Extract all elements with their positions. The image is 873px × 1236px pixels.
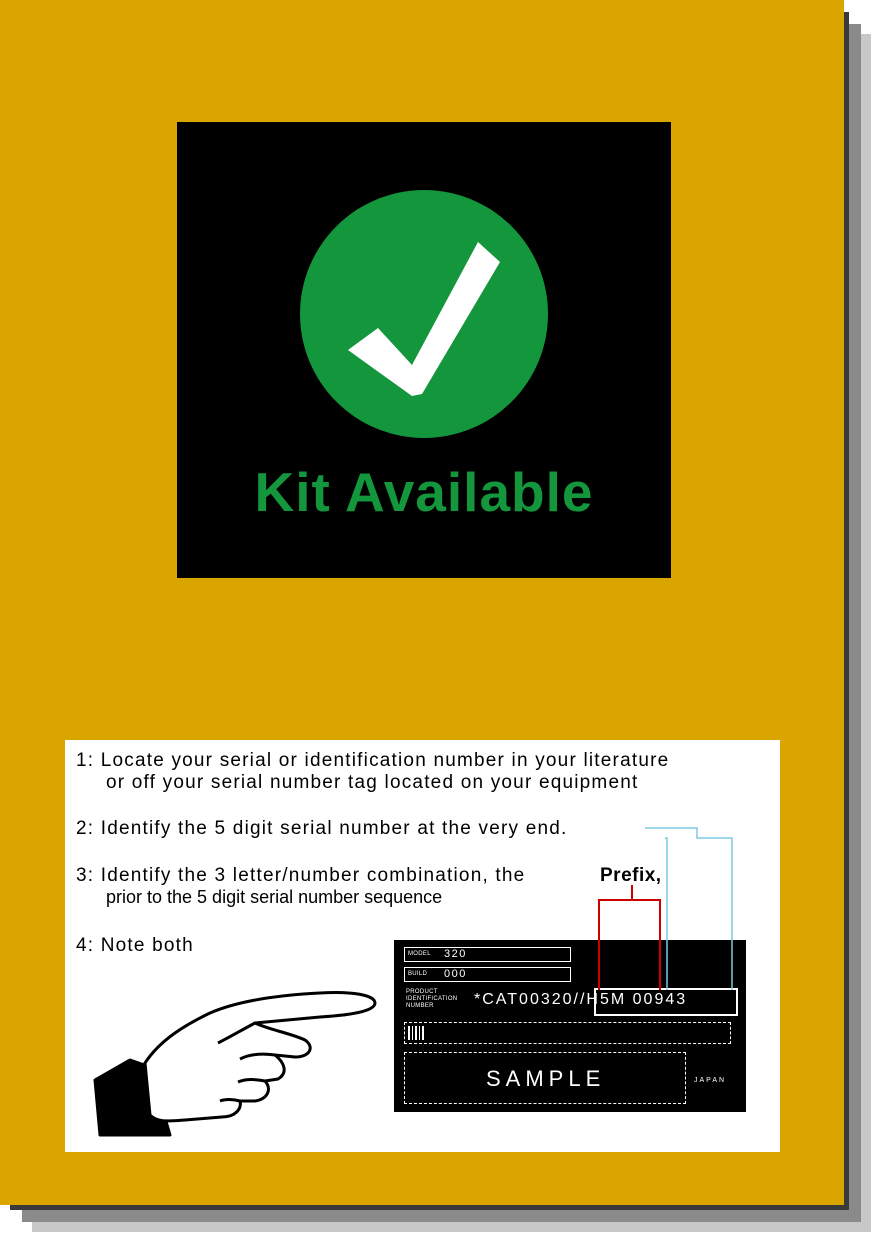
pin-label-line-1: PRODUCT — [406, 989, 438, 995]
step-1-line-2: or off your serial number tag located on your equipment — [106, 772, 639, 793]
step-3-line-1: 3: Identify the 3 letter/number combination, the — [76, 865, 526, 886]
callout-lines — [65, 740, 780, 1152]
model-value: 320 — [444, 948, 467, 960]
check-circle-icon — [300, 190, 548, 438]
origin-text: JAPAN — [694, 1077, 727, 1084]
model-label: MODEL — [408, 951, 431, 957]
step-2-line-1: 2: Identify the 5 digit serial number at the very end. — [76, 818, 568, 839]
prefix-label: Prefix, — [600, 865, 662, 886]
kit-available-badge — [177, 122, 671, 578]
build-label: BUILD — [408, 971, 428, 977]
pin-label-line-2: IDENTIFICATION — [406, 996, 458, 1002]
pin-label-line-3: NUMBER — [406, 1003, 434, 1009]
kit-available-title: Kit Available — [254, 461, 594, 523]
step-4-line-1: 4: Note both — [76, 935, 194, 956]
build-value: 000 — [444, 968, 467, 980]
step-3-line-2: prior to the 5 digit serial number sequence — [106, 887, 443, 907]
serial-instructions — [65, 740, 780, 1152]
pin-value: *CAT00320//H5M 00943 — [474, 991, 688, 1008]
sample-text: SAMPLE — [486, 1066, 606, 1091]
step-1-line-1: 1: Locate your serial or identification number in your literature — [76, 750, 670, 771]
